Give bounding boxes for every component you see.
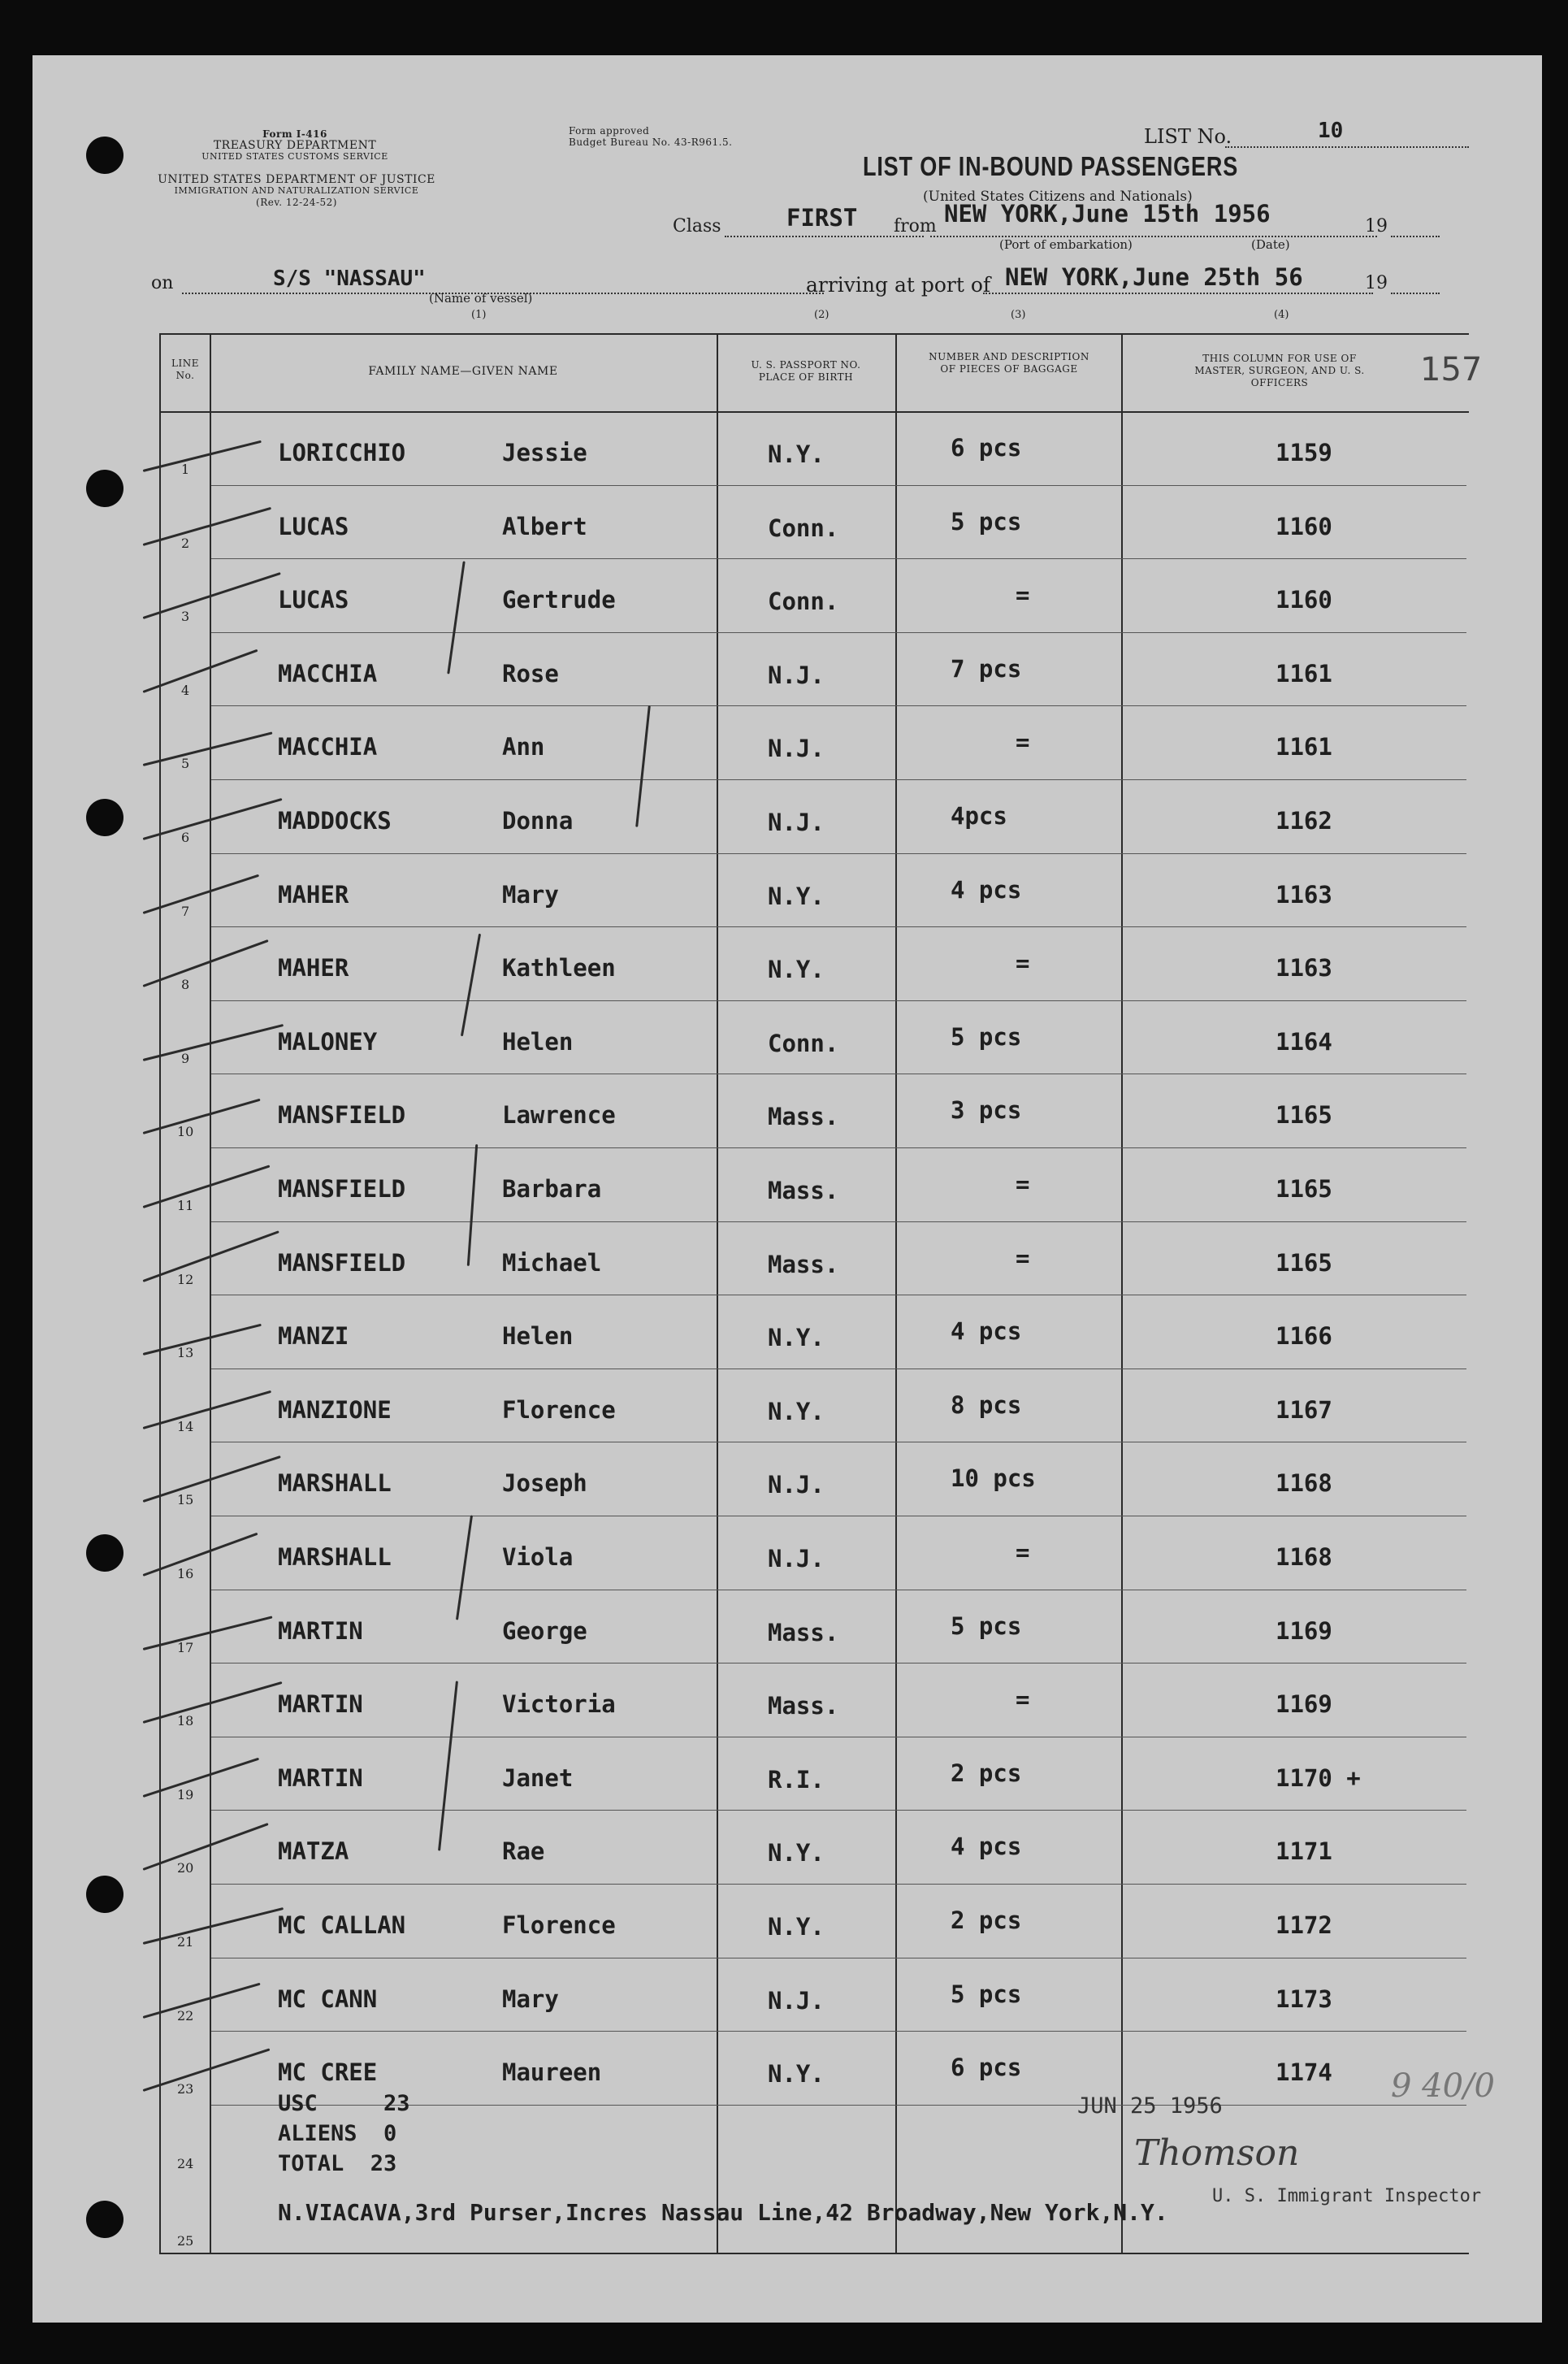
family-name: MC CALLAN — [278, 1911, 406, 1939]
from-dots — [930, 236, 1377, 237]
vessel-caption: (Name of vessel) — [429, 291, 533, 306]
given-name: Victoria — [502, 1690, 616, 1718]
punch-hole — [86, 1534, 123, 1572]
baggage-count: = — [1016, 1685, 1030, 1713]
line-number-25: 25 — [177, 2233, 194, 2249]
line-number: 8 — [181, 977, 190, 992]
class-value: FIRST — [786, 204, 858, 232]
given-name: Rose — [502, 660, 559, 688]
family-name: LUCAS — [278, 586, 349, 614]
summary-usc: USC 23 — [278, 2091, 410, 2116]
row-rule — [211, 2031, 1466, 2032]
row-rule — [211, 1884, 1466, 1885]
family-name: MANSFIELD — [278, 1249, 406, 1277]
officer-number: 1171 — [1276, 1837, 1332, 1865]
line-number: 11 — [177, 1198, 194, 1213]
given-name: Rae — [502, 1837, 545, 1865]
family-name: MACCHIA — [278, 660, 378, 688]
bracket-mark — [447, 561, 465, 674]
given-name: Helen — [502, 1028, 574, 1056]
year-dots-1 — [1391, 236, 1440, 237]
baggage-count: = — [1016, 728, 1030, 756]
line-number-24: 24 — [177, 2156, 194, 2171]
line-number: 6 — [181, 830, 190, 845]
baggage-count: = — [1016, 949, 1030, 977]
inspector-title: U. S. Immigrant Inspector — [1212, 2186, 1482, 2206]
baggage-count: 3 pcs — [951, 1096, 1022, 1124]
page-subtitle: (United States Citizens and Nationals) — [923, 189, 1193, 205]
punch-hole — [86, 137, 123, 174]
check-mark — [143, 731, 273, 766]
bracket-mark — [456, 1515, 473, 1620]
col-ref-2: (2) — [814, 309, 829, 321]
arriving-dots — [983, 293, 1373, 294]
baggage-count: 4 pcs — [951, 1317, 1022, 1345]
manifest-page — [32, 55, 1542, 2323]
col-divider-baggage — [1121, 333, 1123, 2254]
family-name: MAHER — [278, 881, 349, 909]
baggage-count: 6 pcs — [951, 2054, 1022, 2081]
col-ref-3: (3) — [1011, 309, 1026, 321]
given-name: Florence — [502, 1396, 616, 1424]
officer-number: 1169 — [1276, 1690, 1332, 1718]
place-of-birth: N.Y. — [768, 1398, 825, 1425]
officer-number: 1163 — [1276, 954, 1332, 982]
col-header-baggage: NUMBER AND DESCRIPTION OF PIECES OF BAGGAGE — [929, 351, 1089, 375]
officer-number: 1161 — [1276, 733, 1332, 761]
place-of-birth: N.J. — [768, 1545, 825, 1572]
place-of-birth: N.Y. — [768, 1839, 825, 1867]
officer-number: 1174 — [1276, 2058, 1332, 2086]
row-rule — [211, 853, 1466, 854]
family-name: MC CANN — [278, 1985, 378, 2013]
given-name: Helen — [502, 1322, 574, 1350]
family-name: LUCAS — [278, 513, 349, 540]
row-rule — [211, 632, 1466, 633]
given-name: Ann — [502, 733, 545, 761]
line-number: 18 — [177, 1713, 194, 1729]
family-name: LORICCHIO — [278, 439, 406, 466]
revision-label: (Rev. 12-24-52) — [256, 197, 337, 208]
line-number: 4 — [181, 683, 190, 698]
line-number: 20 — [177, 1860, 194, 1876]
place-of-birth: N.J. — [768, 735, 825, 762]
line-number: 14 — [177, 1419, 194, 1434]
check-mark — [143, 1165, 271, 1208]
place-of-birth: N.J. — [768, 809, 825, 836]
officer-number: 1164 — [1276, 1028, 1332, 1056]
line-number: 15 — [177, 1492, 194, 1507]
place-of-birth: N.Y. — [768, 2060, 825, 2088]
arrival-date-stamp: JUN 25 1956 — [1077, 2093, 1223, 2119]
check-mark — [143, 2048, 271, 2092]
line-number: 2 — [181, 536, 190, 551]
officer-number: 1168 — [1276, 1469, 1332, 1497]
check-mark — [143, 798, 283, 840]
line-number: 7 — [181, 904, 190, 919]
from-value: NEW YORK,June 15th 1956 — [944, 200, 1271, 228]
baggage-count: 5 pcs — [951, 1612, 1022, 1640]
list-no-value: 10 — [1318, 119, 1344, 143]
place-of-birth: N.Y. — [768, 883, 825, 910]
line-number: 16 — [177, 1566, 194, 1581]
family-name: MANSFIELD — [278, 1101, 406, 1129]
family-name: MARSHALL — [278, 1469, 392, 1497]
given-name: Kathleen — [502, 954, 616, 982]
check-mark — [142, 939, 268, 987]
year-dots-2 — [1391, 293, 1440, 294]
bracket-mark — [438, 1681, 458, 1850]
given-name: Albert — [502, 513, 587, 540]
officer-number: 1165 — [1276, 1175, 1332, 1203]
officer-number: 1172 — [1276, 1911, 1332, 1939]
baggage-count: 4 pcs — [951, 876, 1022, 904]
arriving-value: NEW YORK,June 25th 56 — [1005, 263, 1303, 291]
baggage-count: 5 pcs — [951, 1023, 1022, 1051]
line-number: 22 — [177, 2008, 194, 2023]
family-name: MANSFIELD — [278, 1175, 406, 1203]
given-name: Gertrude — [502, 586, 616, 614]
row-rule — [211, 558, 1466, 559]
col-header-passport: U. S. PASSPORT NO. PLACE OF BIRTH — [751, 359, 861, 383]
row-rule — [211, 779, 1466, 780]
place-of-birth: N.Y. — [768, 440, 825, 468]
punch-hole — [86, 2201, 123, 2238]
col-divider-name — [717, 333, 718, 2254]
family-name: MACCHIA — [278, 733, 378, 761]
punch-hole — [86, 470, 123, 507]
summary-total: TOTAL 23 — [278, 2151, 397, 2176]
row-rule — [211, 926, 1466, 927]
family-name: MARTIN — [278, 1690, 363, 1718]
officer-number: 1159 — [1276, 439, 1332, 466]
arriving-label: arriving at port of — [806, 273, 991, 297]
ins-label: IMMIGRATION AND NATURALIZATION SERVICE — [174, 185, 419, 196]
baggage-count: 6 pcs — [951, 434, 1022, 462]
from-label: from — [894, 216, 937, 236]
check-mark — [143, 507, 271, 546]
place-of-birth: Mass. — [768, 1692, 839, 1720]
officer-number: 1169 — [1276, 1617, 1332, 1645]
family-name: MANZI — [278, 1322, 349, 1350]
row-rule — [211, 705, 1466, 706]
line-number: 5 — [181, 756, 190, 771]
purser-line: N.VIACAVA,3rd Purser,Incres Nassau Line,42 Broadway,New York,N.Y. — [278, 2199, 1168, 2226]
given-name: Viola — [502, 1543, 574, 1571]
baggage-count: = — [1016, 1170, 1030, 1198]
line-number: 1 — [181, 462, 190, 477]
row-rule — [211, 485, 1466, 486]
table-top-border — [159, 333, 1469, 335]
col-ref-4: (4) — [1274, 309, 1289, 321]
place-of-birth: Mass. — [768, 1177, 839, 1204]
officer-number: 1160 — [1276, 586, 1332, 614]
class-label: Class — [673, 216, 721, 236]
bracket-mark — [461, 934, 481, 1037]
officer-number: 1173 — [1276, 1985, 1332, 2013]
given-name: Donna — [502, 807, 574, 835]
officer-number: 1160 — [1276, 513, 1332, 540]
list-no-label: LIST No. — [1144, 125, 1232, 148]
place-of-birth: N.Y. — [768, 956, 825, 983]
line-number: 13 — [177, 1345, 194, 1360]
baggage-count: 10 pcs — [951, 1464, 1036, 1492]
line-number: 9 — [181, 1051, 190, 1066]
baggage-count: 8 pcs — [951, 1391, 1022, 1419]
officer-number: 1166 — [1276, 1322, 1332, 1350]
given-name: Maureen — [502, 2058, 602, 2086]
family-name: MANZIONE — [278, 1396, 392, 1424]
col-header-name: FAMILY NAME—GIVEN NAME — [368, 365, 558, 378]
given-name: Mary — [502, 1985, 559, 2013]
vessel-name: S/S "NASSAU" — [273, 267, 426, 291]
family-name: MADDOCKS — [278, 807, 392, 835]
justice-label: UNITED STATES DEPARTMENT OF JUSTICE — [158, 173, 435, 186]
line-number: 12 — [177, 1272, 194, 1287]
line-number: 21 — [177, 1934, 194, 1950]
place-of-birth: Conn. — [768, 588, 839, 615]
approval-block — [569, 125, 812, 148]
baggage-count: 7 pcs — [951, 655, 1022, 683]
line-number: 10 — [177, 1124, 194, 1139]
line-number: 17 — [177, 1640, 194, 1655]
place-of-birth: N.J. — [768, 1471, 825, 1499]
date-caption: (Date) — [1251, 237, 1290, 252]
baggage-count: 5 pcs — [951, 1980, 1022, 2008]
baggage-count: = — [1016, 581, 1030, 609]
inspector-signature: Thomson — [1134, 2132, 1300, 2174]
place-of-birth: Mass. — [768, 1251, 839, 1278]
justice-block — [146, 174, 447, 208]
check-mark — [143, 1455, 281, 1503]
given-name: Joseph — [502, 1469, 587, 1497]
on-label: on — [151, 273, 174, 293]
given-name: Barbara — [502, 1175, 602, 1203]
punch-hole — [86, 799, 123, 836]
officer-number: 1170 + — [1276, 1764, 1361, 1792]
col-header-line: LINE No. — [171, 358, 199, 381]
officer-number: 1161 — [1276, 660, 1332, 688]
baggage-count: = — [1016, 1538, 1030, 1566]
place-of-birth: N.J. — [768, 661, 825, 689]
officer-number: 1163 — [1276, 881, 1332, 909]
baggage-count: = — [1016, 1244, 1030, 1272]
header-bottom-border — [159, 411, 1469, 413]
baggage-count: 2 pcs — [951, 1906, 1022, 1934]
given-name: Michael — [502, 1249, 602, 1277]
row-rule — [211, 1810, 1466, 1811]
check-mark — [143, 1681, 283, 1724]
place-of-birth: N.Y. — [768, 1324, 825, 1351]
line-number: 23 — [177, 2081, 194, 2097]
officer-number: 1165 — [1276, 1249, 1332, 1277]
list-no-dots — [1225, 146, 1469, 148]
family-name: MATZA — [278, 1837, 349, 1865]
place-of-birth: N.J. — [768, 1987, 825, 2015]
check-mark — [143, 1616, 273, 1650]
check-mark — [143, 572, 281, 619]
given-name: Mary — [502, 881, 559, 909]
family-name: MAHER — [278, 954, 349, 982]
customs-label: UNITED STATES CUSTOMS SERVICE — [201, 151, 388, 162]
officer-number: 1162 — [1276, 807, 1332, 835]
given-name: Jessie — [502, 439, 587, 466]
check-mark — [143, 1390, 271, 1429]
given-name: Lawrence — [502, 1101, 616, 1129]
row-rule — [211, 1221, 1466, 1222]
given-name: George — [502, 1617, 587, 1645]
form-number: Form I-416 — [262, 128, 327, 140]
family-name: MARSHALL — [278, 1543, 392, 1571]
officer-number: 1165 — [1276, 1101, 1332, 1129]
place-of-birth: N.Y. — [768, 1913, 825, 1941]
port-embark-caption: (Port of embarkation) — [999, 237, 1133, 252]
col-ref-1: (1) — [471, 309, 487, 321]
line-number: 3 — [181, 609, 190, 624]
place-of-birth: R.I. — [768, 1766, 825, 1794]
baggage-count: 2 pcs — [951, 1759, 1022, 1787]
given-name: Janet — [502, 1764, 574, 1792]
place-of-birth: Conn. — [768, 514, 839, 542]
officer-number: 1167 — [1276, 1396, 1332, 1424]
baggage-count: 4 pcs — [951, 1833, 1022, 1860]
page-title: LIST OF IN-BOUND PASSENGERS — [863, 151, 1239, 181]
place-of-birth: Conn. — [768, 1030, 839, 1057]
col-divider-passport — [895, 333, 897, 2254]
page-stamp-number: 157 — [1420, 351, 1483, 388]
table-left-border — [159, 333, 161, 2254]
family-name: MALONEY — [278, 1028, 378, 1056]
officer-number: 1168 — [1276, 1543, 1332, 1571]
place-of-birth: Mass. — [768, 1619, 839, 1646]
family-name: MARTIN — [278, 1617, 363, 1645]
row-rule — [211, 1000, 1466, 1001]
check-mark — [143, 1024, 284, 1061]
year-label-2: 19 — [1365, 273, 1388, 293]
form-identity — [169, 128, 421, 163]
place-of-birth: Mass. — [768, 1103, 839, 1130]
check-mark — [142, 1823, 268, 1871]
baggage-count: 4pcs — [951, 802, 1007, 830]
punch-hole — [86, 1876, 123, 1913]
treasury-label: TREASURY DEPARTMENT — [213, 139, 377, 152]
form-approved: Form approved — [569, 125, 650, 137]
year-label-1: 19 — [1365, 216, 1388, 236]
bracket-mark — [635, 705, 651, 826]
table-bottom-border — [159, 2253, 1469, 2254]
margin-note: 9 40/0 — [1391, 2067, 1495, 2105]
family-name: MARTIN — [278, 1764, 363, 1792]
summary-aliens: ALIENS 0 — [278, 2121, 397, 2146]
budget-bureau: Budget Bureau No. 43-R961.5. — [569, 137, 733, 148]
check-mark — [143, 1907, 284, 1945]
col-divider-line — [210, 333, 211, 2254]
row-rule — [211, 1147, 1466, 1148]
family-name: MC CREE — [278, 2058, 378, 2086]
col-header-officers: THIS COLUMN FOR USE OF MASTER, SURGEON, AND U. S. OFFICERS — [1194, 353, 1365, 388]
bracket-mark — [467, 1144, 478, 1266]
baggage-count: 5 pcs — [951, 508, 1022, 536]
given-name: Florence — [502, 1911, 616, 1939]
line-number: 19 — [177, 1787, 194, 1802]
